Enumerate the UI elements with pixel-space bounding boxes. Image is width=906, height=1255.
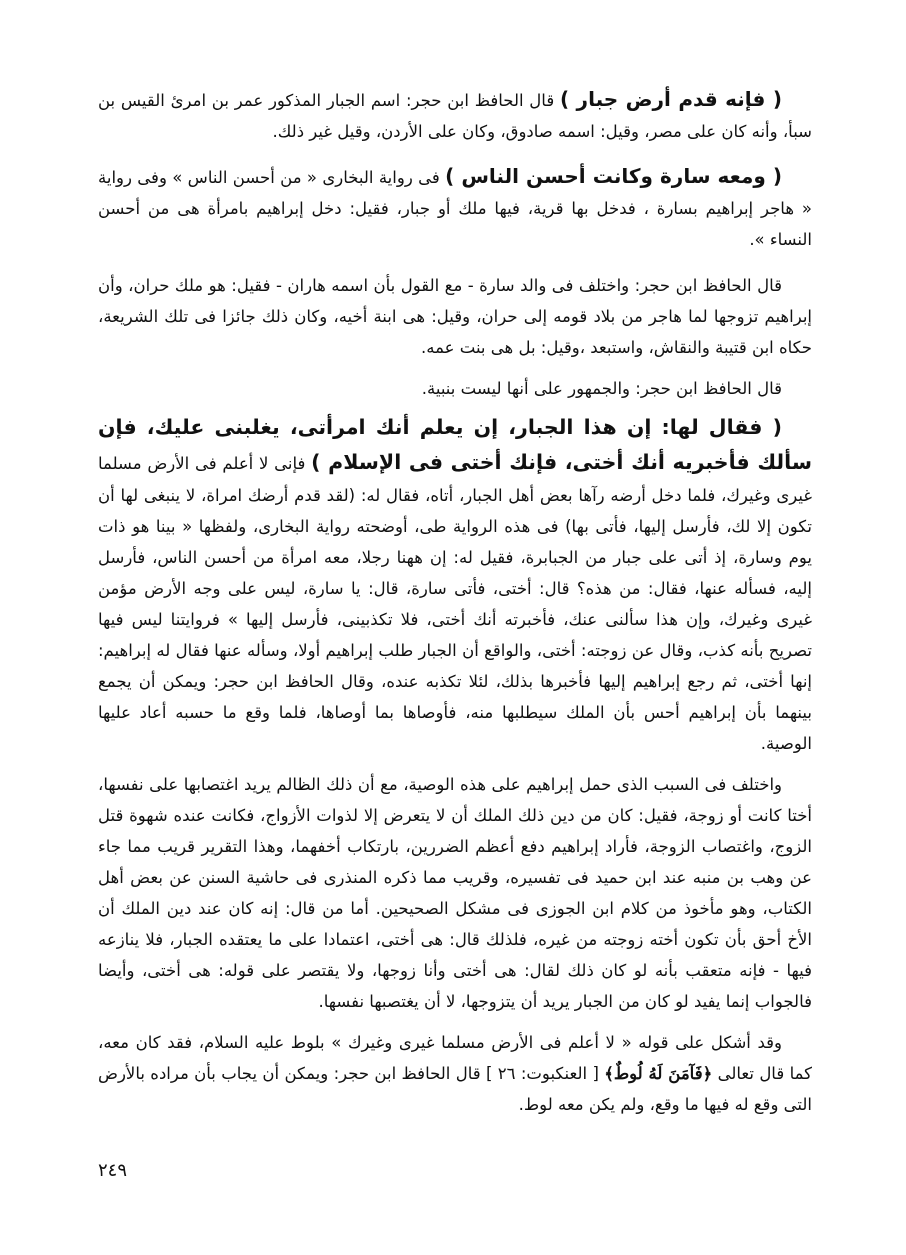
paragraph-jabbar (98, 84, 812, 147)
paragraph-lead: ( ومعه سارة وكانت أحسن الناس ) (445, 164, 782, 188)
paragraph-text: فإنى لا أعلم فى الأرض مسلما غيرى وغيرك، فلما دخل أرضه رآها بعض أهل الجبار، أتاه، فقال له: (لقد قدم أرضك امراة، لا ينبغى لها أن تكون إلا لك، فأرسل إليها، فأتى بها) فى هذه الرواية طى، أوضحته رواية البخارى، ولفظها « بينا هو ذات يوم وسارة، إذ أتى على جبار من الجبابرة، فقيل له: إن ههنا رجلا، معه امرأة من أحسن الناس، فأرسل إليه، فسأله عنها، فقال: من هذه؟ قال: أختى، فأتى سارة، قال: يا سارة، ليس على وجه الأرض مؤمن غيرى وغيرك، وإن هذا سألنى عنك، فأخبرته أنك أختى، فلا تكذبينى، فأرسل إليها » فروايتنا ليس فيها تصريح بأنه كذب، وقال عن زوجته: أختى، والواقع أن الجبار طلب إبراهيم أولا، وسأله عنها فقال له إبراهيم: إنها أختى، ثم رجع إبراهيم إليها فأخبرها بذلك، لئلا تكذبه عنده، وقال الحافظ ابن حجر: ويمكن أن يجمع بينهما بأن إبراهيم أحس بأن الملك سيطلبها منه، فأوصاها بما أوصاها، فلما وقع ما حسبه أعاد عليها الوصية. (98, 454, 812, 753)
paragraph-text: [ العنكبوت: ٢٦ ] قال الحافظ ابن حجر: ويمكن أن يجاب بأن مراده بالأرض التى وقع له فيها ما وقع، ولم يكن معه لوط. (98, 1064, 812, 1114)
paragraph-text: قال الحافظ ابن حجر: واختلف فى والد سارة - مع القول بأن اسمه هاران - فقيل: هو ملك حران، وأن إبراهيم تزوجها لما هاجر من بلاد قومه إلى حران، وقيل: هى ابنة أخيه، وكان ذلك جائزا فى تلك الشريعة، حكاه ابن قتيبة والنقاش، واستبعد ،وقيل: بل هى بنت عمه. (98, 276, 812, 357)
quran-verse: ﴿فَآمَنَ لَهُ لُوطٌ﴾ (604, 1064, 713, 1083)
paragraph-faqal-laha (98, 410, 812, 759)
paragraph-text: فى رواية البخارى « من أحسن الناس » وفى رواية « هاجر إبراهيم بسارة ، فدخل بها قرية، فيها ملك أو جبار، فقيل: دخل إبراهيم بامرأة هى من أحسن النساء ». (98, 168, 812, 249)
paragraph-lead: ( فإنه قدم أرض جبار ) (559, 87, 782, 111)
paragraph-ashkal (98, 1027, 812, 1120)
paragraph-ikhtalaf (98, 769, 812, 1017)
paragraph-jumhur (98, 373, 812, 404)
paragraph-text: واختلف فى السبب الذى حمل إبراهيم على هذه الوصية، مع أن ذلك الظالم يريد اغتصابها على نفسها، أختا كانت أو زوجة، فقيل: كان من دين ذلك الملك أن لا يتعرض إلا لذوات الأزواج، فكانت عنده شهوة قتل الزوج، واغتصاب الزوجة، فأراد إبراهيم دفع أعظم الضررين، بارتكاب أخفهما، وهذا التقرير قريب مما جاء عن وهب بن منبه عند ابن حميد فى تفسيره، وقريب مما ذكره المنذرى فى حاشية السنن عن بعض أهل الكتاب، وهو مأخوذ من كلام ابن الجوزى فى مشكل الصحيحين. أما من قال: إنه كان عند دين الملك أن الأخ أحق بأن تكون أخته زوجته من غيره، فلذلك قال: هى أختى، اعتمادا على ما يعتقده الجبار، فلا ينازعه فيها - فإنه متعقب بأنه لو كان ذلك لقال: هى أختى وأنا زوجها، ولا يقتصر على قوله: هى أختى، وأيضا فالجواب إنما يفيد لو كان من الجبار يريد أن يتزوجها، لا أن يغتصبها نفسها. (98, 775, 812, 1011)
paragraph-text: قال الحافظ ابن حجر: والجمهور على أنها ليست بنبية. (421, 379, 782, 398)
paragraph-lead: ( فقال لها: إن هذا الجبار، إن يعلم أنك امرأتى، يغلبنى عليك، فإن سألك فأخبريه أنك أختى، فإنك أختى فى الإسلام ) (98, 415, 812, 474)
paragraph-text: قال الحافظ ابن حجر: اسم الجبار المذكور عمر بن امرئ القيس بن سبأ، وأنه كان على مصر، وقيل: اسمه صادوق، وكان على الأردن، وقيل غير ذلك. (98, 91, 812, 141)
paragraph-father-of-sara (98, 270, 812, 363)
paragraph-sara (98, 161, 812, 255)
page-body (98, 84, 812, 1120)
page-number: ٢٤٩ (98, 1160, 128, 1181)
paragraph-text: وقد أشكل على قوله « لا أعلم فى الأرض مسلما غيرى وغيرك » بلوط عليه السلام، فقد كان معه، كما قال تعالى (98, 1033, 812, 1083)
